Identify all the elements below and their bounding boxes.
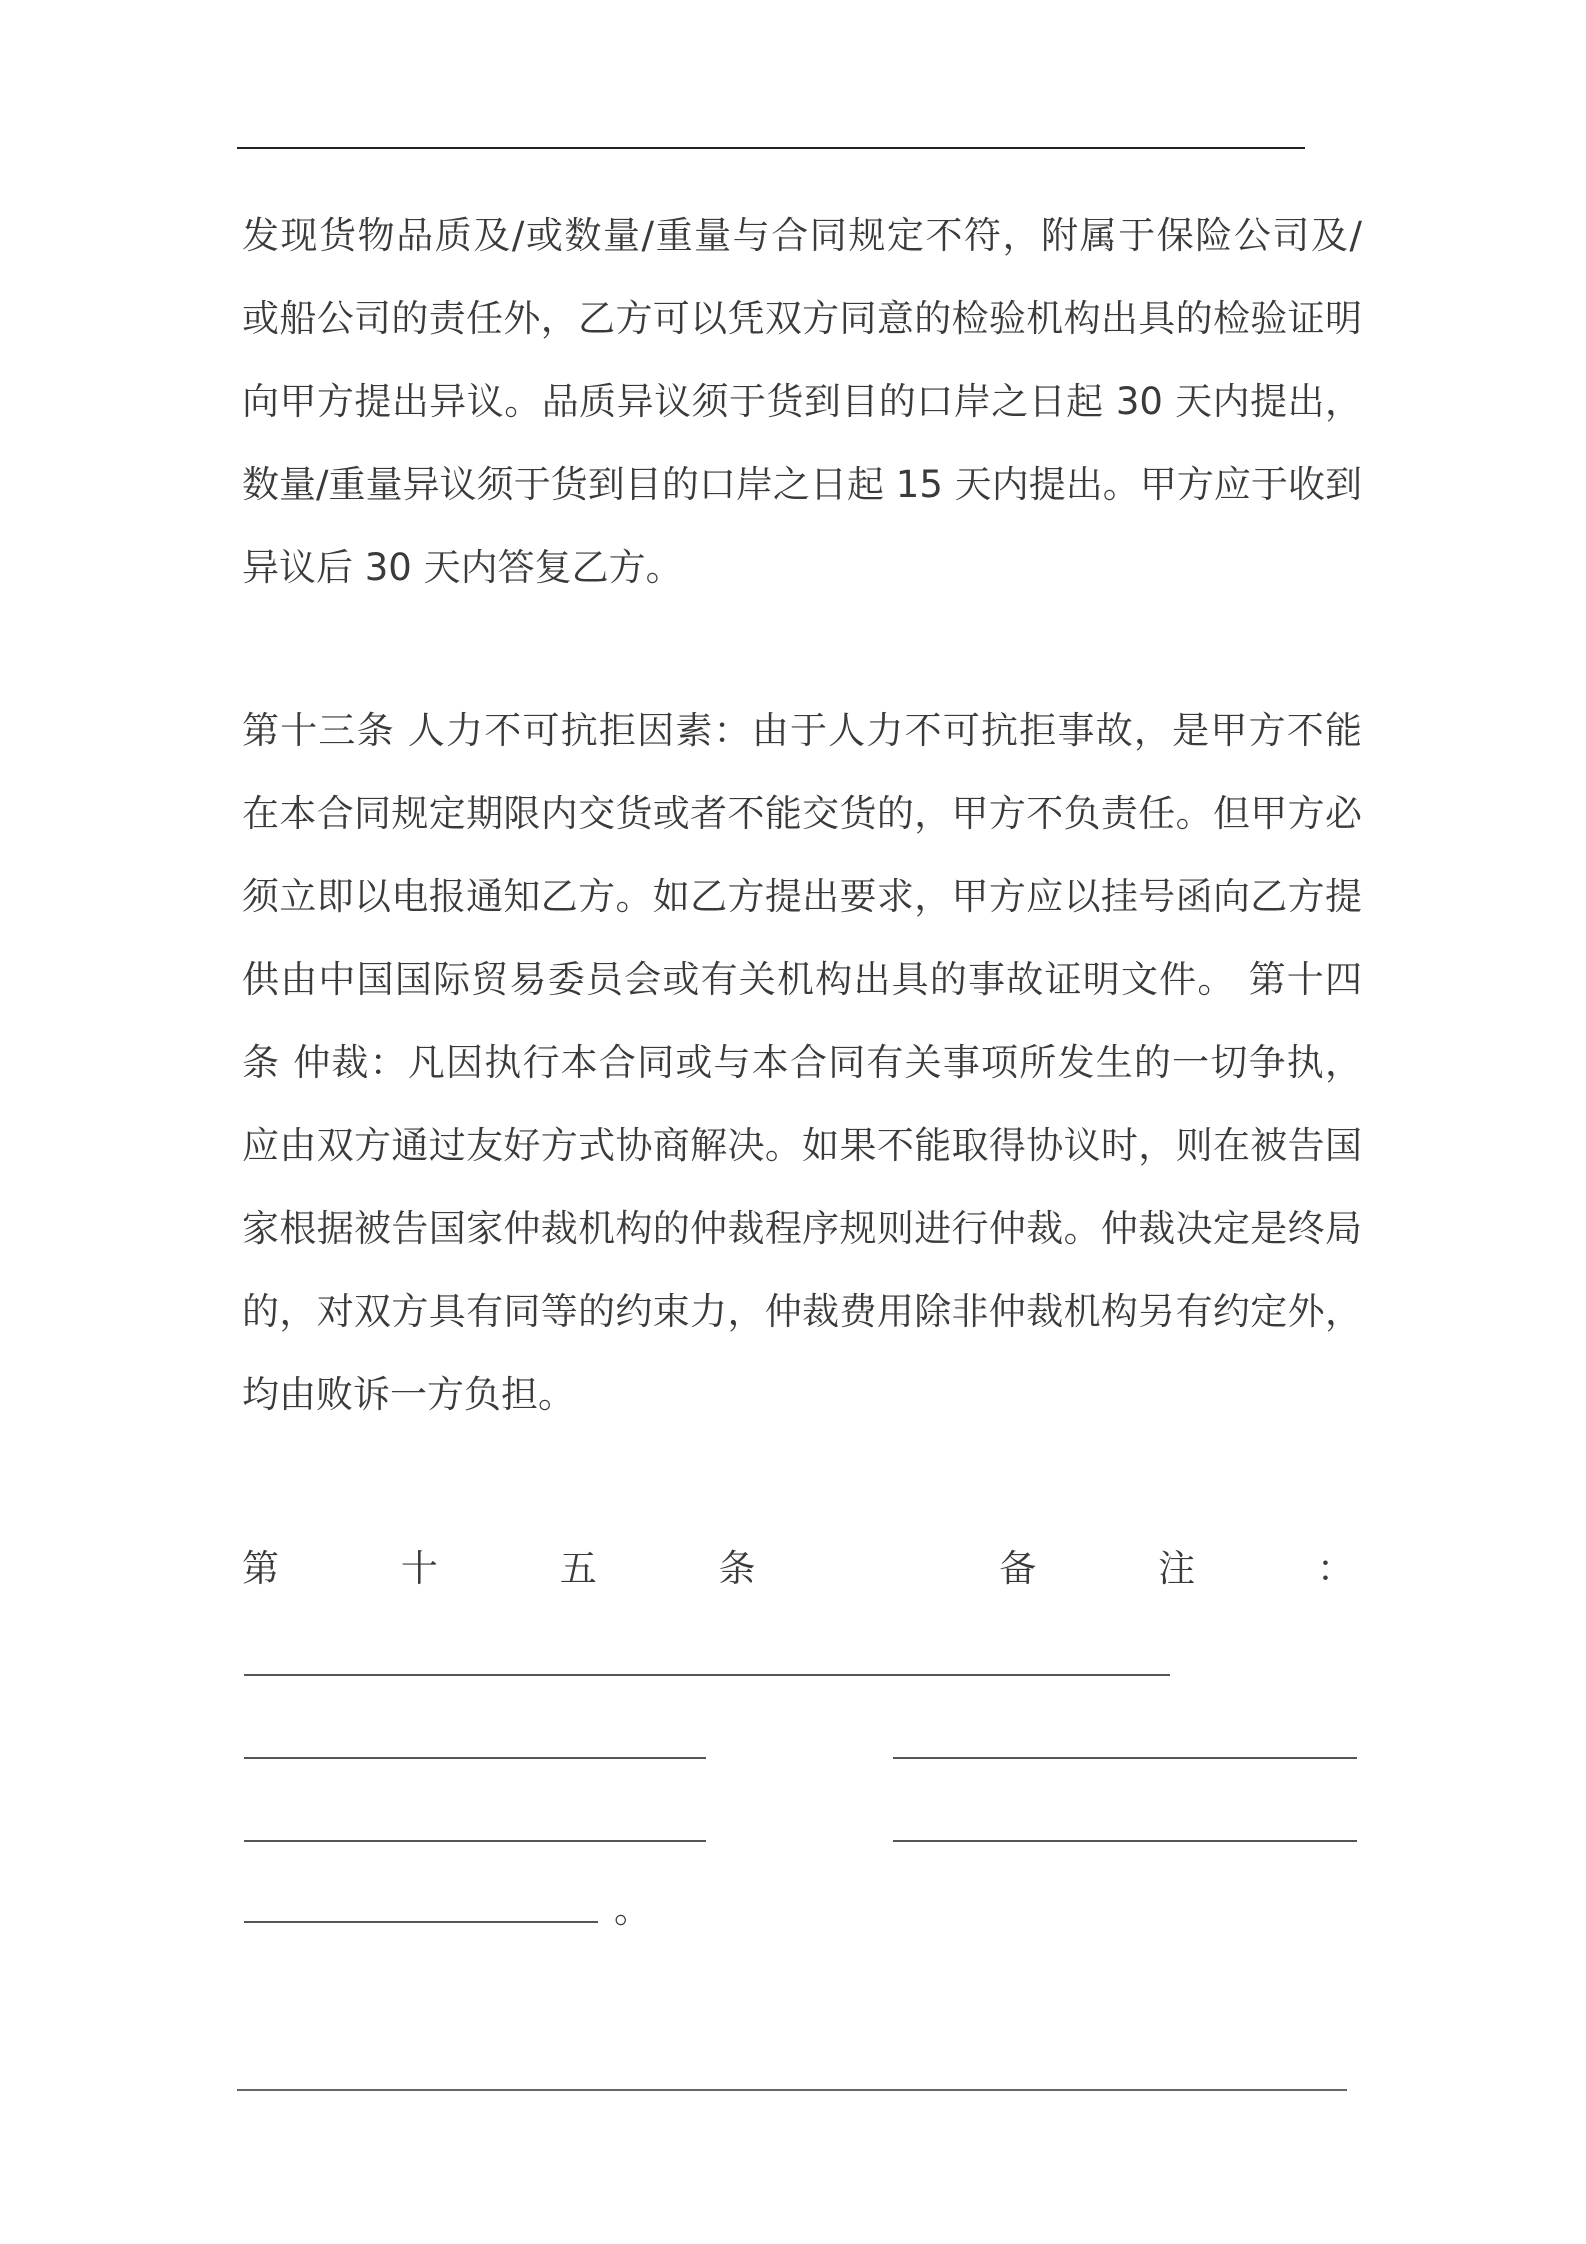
footer-rule xyxy=(237,2089,1347,2091)
text-line: 数量/重量异议须于货到目的口岸之日起 15 天内提出。甲方应于收到 xyxy=(242,463,1362,506)
heading-char: 注 xyxy=(1158,1547,1196,1590)
text-line: 异议后 30 天内答复乙方。 xyxy=(242,546,683,589)
paragraph-inspection-claims xyxy=(242,194,1362,609)
text-line: 或船公司的责任外，乙方可以凭双方同意的检验机构出具的检验证明 xyxy=(242,297,1362,340)
remarks-blank-line[interactable] xyxy=(244,1674,1170,1676)
remarks-end-mark: 。 xyxy=(614,1888,651,1931)
remarks-blank-line[interactable] xyxy=(244,1921,598,1923)
heading-char: ： xyxy=(1316,1547,1354,1590)
text-line: 应由双方通过友好方式协商解决。如果不能取得协议时，则在被告国 xyxy=(242,1124,1362,1167)
heading-char: 条 xyxy=(718,1547,756,1590)
text-line: 须立即以电报通知乙方。如乙方提出要求，甲方应以挂号函向乙方提 xyxy=(242,875,1362,918)
remarks-blank-line[interactable] xyxy=(893,1840,1357,1842)
heading-char: 备 xyxy=(999,1547,1037,1590)
heading-char: 五 xyxy=(559,1547,597,1590)
paragraph-force-majeure-arbitration xyxy=(242,689,1362,1436)
text-line: 在本合同规定期限内交货或者不能交货的，甲方不负责任。但甲方必 xyxy=(242,792,1362,835)
text-line: 的，对双方具有同等的约束力，仲裁费用除非仲裁机构另有约定外， xyxy=(242,1290,1362,1333)
heading-char: 第 xyxy=(242,1547,279,1590)
text-line: 发现货物品质及/或数量/重量与合同规定不符，附属于保险公司及/ xyxy=(242,214,1362,257)
remarks-blank-line[interactable] xyxy=(244,1840,706,1842)
remarks-blank-line[interactable] xyxy=(893,1757,1357,1759)
text-line: 供由中国国际贸易委员会或有关机构出具的事故证明文件。 第十四 xyxy=(242,958,1362,1001)
text-line: 均由败诉一方负担。 xyxy=(242,1373,575,1416)
text-line: 条 仲裁：凡因执行本合同或与本合同有关事项所发生的一切争执， xyxy=(242,1041,1362,1084)
header-rule xyxy=(237,147,1305,149)
heading-char: 十 xyxy=(400,1547,438,1590)
text-line: 家根据被告国家仲裁机构的仲裁程序规则进行仲裁。仲裁决定是终局 xyxy=(242,1207,1362,1250)
remarks-blank-line[interactable] xyxy=(244,1757,706,1759)
article-15-remarks-heading xyxy=(242,1527,1354,1610)
text-line: 第十三条 人力不可抗拒因素：由于人力不可抗拒事故，是甲方不能 xyxy=(242,709,1362,752)
text-line: 向甲方提出异议。品质异议须于货到目的口岸之日起 30 天内提出， xyxy=(242,380,1362,423)
